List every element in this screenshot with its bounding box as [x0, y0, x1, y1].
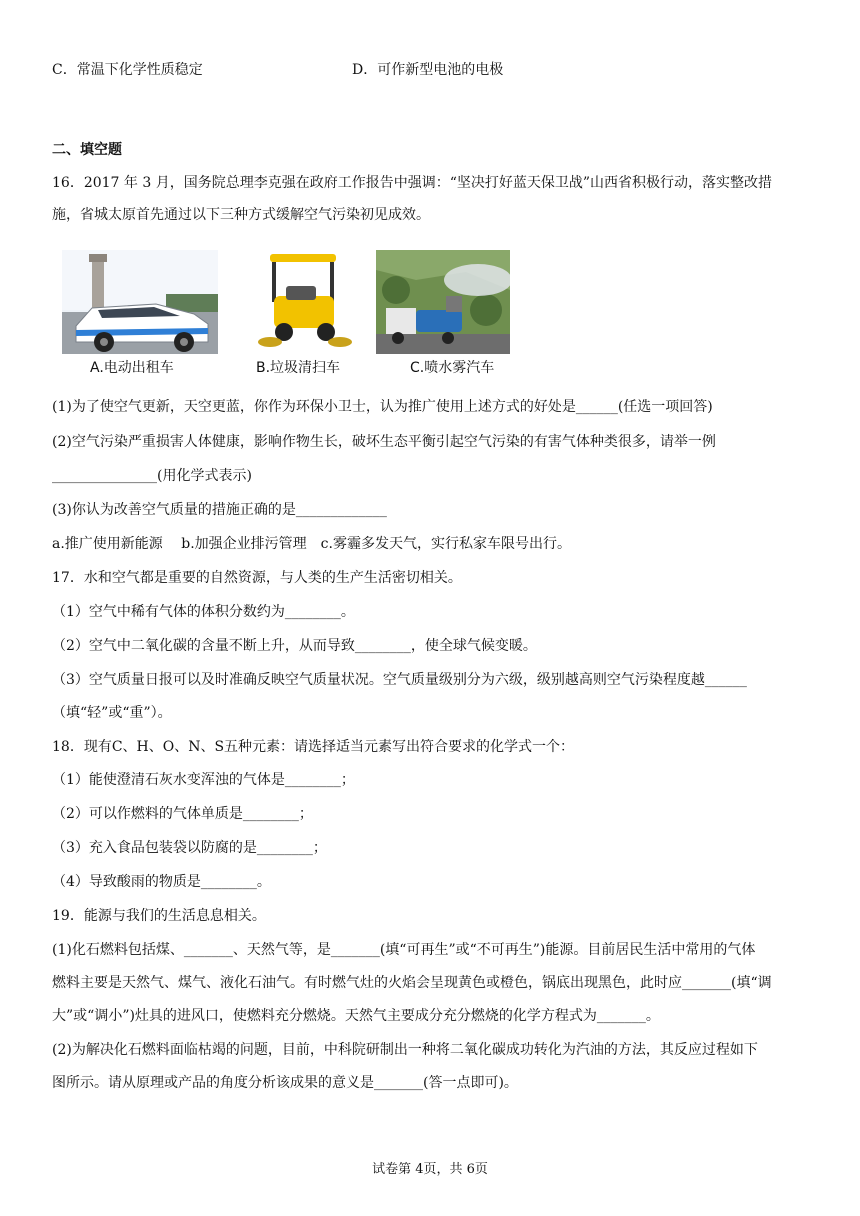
q16-stem-line2: 施，省城太原首先通过以下三种方式缓解空气污染初见成效。 — [52, 207, 430, 223]
q17-stem: 17．水和空气都是重要的自然资源，与人类的生产生活密切相关。 — [52, 570, 462, 586]
q18-part3: （3）充入食品包装袋以防腐的是________； — [52, 840, 327, 856]
q19-stem: 19．能源与我们的生活息息相关。 — [52, 908, 266, 924]
electric-taxi-photo — [62, 250, 218, 354]
q19-part1-line1: (1)化石燃料包括煤、_______、天然气等，是_______(填“可再生”或“不可再生”)能源。目前居民生活中常用的气体 — [52, 942, 756, 958]
caption-a: A.电动出租车 — [90, 360, 174, 376]
q19-part2-line2: 图所示。请从原理或产品的角度分析该成果的意义是_______(答一点即可)。 — [52, 1075, 518, 1091]
q16-part3-options: a.推广使用新能源 b.加强企业排污管理 c.雾霾多发天气，实行私家车限号出行。 — [52, 536, 571, 552]
page-footer: 试卷第 4页，共 6页 — [372, 1162, 488, 1177]
q16-part3: (3)你认为改善空气质量的措施正确的是_____________ — [52, 502, 387, 518]
q17-part2: （2）空气中二氧化碳的含量不断上升，从而导致________，使全球气候变暖。 — [52, 638, 537, 654]
q19-part1-line3: 大”或“调小”)灶具的进风口，使燃料充分燃烧。天然气主要成分充分燃烧的化学方程式为_______。 — [52, 1008, 660, 1024]
section-title: 二、填空题 — [52, 142, 122, 158]
q17-part3-line1: （3）空气质量日报可以及时准确反映空气质量状况。空气质量级别分为六级，级别越高则空气污染程度越______ — [52, 672, 747, 688]
option-c: C．常温下化学性质稳定 — [52, 62, 203, 78]
caption-c: C.喷水雾汽车 — [410, 360, 495, 376]
mist-truck-photo — [376, 250, 510, 354]
q19-part1-line2: 燃料主要是天然气、煤气、液化石油气。有时燃气灶的火焰会呈现黄色或橙色，锅底出现黑色，此时应_______(填“调 — [52, 975, 772, 991]
q16-part1: (1)为了使空气更新，天空更蓝，你作为环保小卫士，认为推广使用上述方式的好处是______(任选一项回答) — [52, 399, 713, 415]
caption-b: B.垃圾清扫车 — [256, 360, 341, 376]
q18-part2: （2）可以作燃料的气体单质是________； — [52, 806, 313, 822]
q18-stem: 18．现有C、H、O、N、S五种元素：请选择适当元素写出符合要求的化学式一个： — [52, 739, 575, 755]
q19-part2-line1: (2)为解决化石燃料面临枯竭的问题，目前，中科院研制出一种将二氧化碳成功转化为汽油的方法，其反应过程如下 — [52, 1042, 758, 1058]
street-sweeper-photo — [256, 250, 352, 354]
q16-stem-line1: 16．2017 年 3 月，国务院总理李克强在政府工作报告中强调：“坚决打好蓝天保卫战”山西省积极行动，落实整改措 — [52, 175, 773, 191]
q18-part4: （4）导致酸雨的物质是________。 — [52, 874, 271, 890]
q16-part2-line1: (2)空气污染严重损害人体健康，影响作物生长，破坏生态平衡引起空气污染的有害气体种类很多，请举一例 — [52, 434, 716, 450]
q17-part1: （1）空气中稀有气体的体积分数约为________。 — [52, 604, 355, 620]
q18-part1: （1）能使澄清石灰水变浑浊的气体是________； — [52, 772, 355, 788]
q16-part2-line2: _______________(用化学式表示) — [52, 468, 252, 484]
q17-part3-line2: （填“轻”或“重”）。 — [52, 705, 172, 721]
option-d: D．可作新型电池的电极 — [352, 62, 504, 78]
